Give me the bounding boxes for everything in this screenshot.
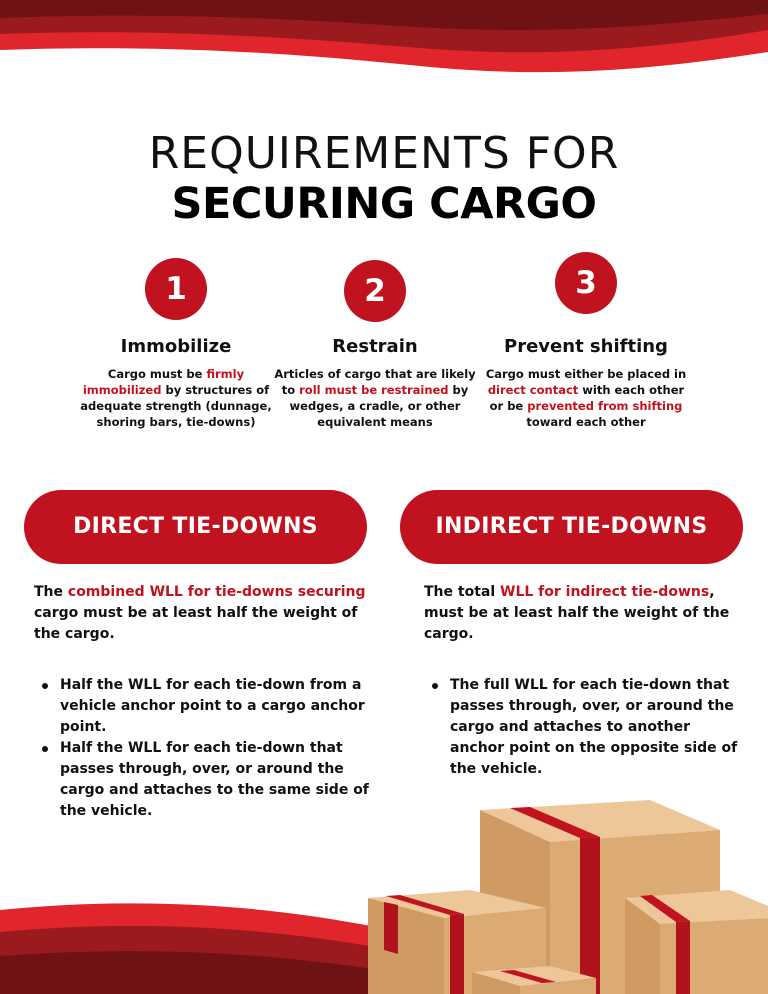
- requirement-description: Cargo must be firmly immobilized by structures of adequate strength (dunnage, shoring bars, tie-downs): [80, 367, 272, 429]
- page-title: [0, 130, 768, 230]
- top-wave-decoration: [0, 0, 768, 90]
- title-line-1: REQUIREMENTS FOR: [148, 128, 620, 179]
- requirement-title: Prevent shifting: [504, 336, 668, 357]
- list-item: The full WLL for each tie-down that passes through, over, or around the cargo and attaches to another anchor point on the opposite side of the vehicle.: [424, 675, 744, 780]
- requirement-description: Articles of cargo that are likely to roll must be restrained by wedges, a cradle, or other equivalent means: [274, 367, 476, 429]
- direct-bullet-list: [34, 675, 384, 822]
- cardboard-boxes-illustration: [360, 790, 768, 994]
- step-number-badge: 1: [145, 258, 207, 320]
- indirect-tie-downs-heading: INDIRECT TIE-DOWNS: [400, 490, 743, 564]
- requirement-restrain: [274, 258, 476, 429]
- direct-tie-downs-section: [34, 582, 384, 822]
- indirect-intro: The total WLL for indirect tie-downs, must be at least half the weight of the cargo.: [424, 584, 730, 642]
- requirement-immobilize: [76, 258, 276, 429]
- requirement-description: Cargo must either be placed in direct contact with each other or be prevented from shifting toward each other: [485, 367, 687, 429]
- direct-intro: The combined WLL for tie-downs securing cargo must be at least half the weight of the cargo.: [34, 584, 366, 642]
- requirement-prevent-shifting: [485, 258, 687, 429]
- step-number-badge: 3: [555, 252, 617, 314]
- indirect-bullet-list: [424, 675, 744, 780]
- title-line-2: SECURING CARGO: [171, 179, 597, 229]
- requirement-title: Immobilize: [120, 336, 232, 357]
- box-right: [625, 890, 768, 994]
- direct-tie-downs-heading: DIRECT TIE-DOWNS: [24, 490, 367, 564]
- list-item: Half the WLL for each tie-down from a vehicle anchor point to a cargo anchor point.: [34, 675, 384, 738]
- indirect-tie-downs-section: [424, 582, 744, 780]
- step-number-badge: 2: [344, 260, 406, 322]
- requirement-title: Restrain: [332, 336, 418, 357]
- list-item: Half the WLL for each tie-down that passes through, over, or around the cargo and attaches to the same side of the vehicle.: [34, 738, 384, 822]
